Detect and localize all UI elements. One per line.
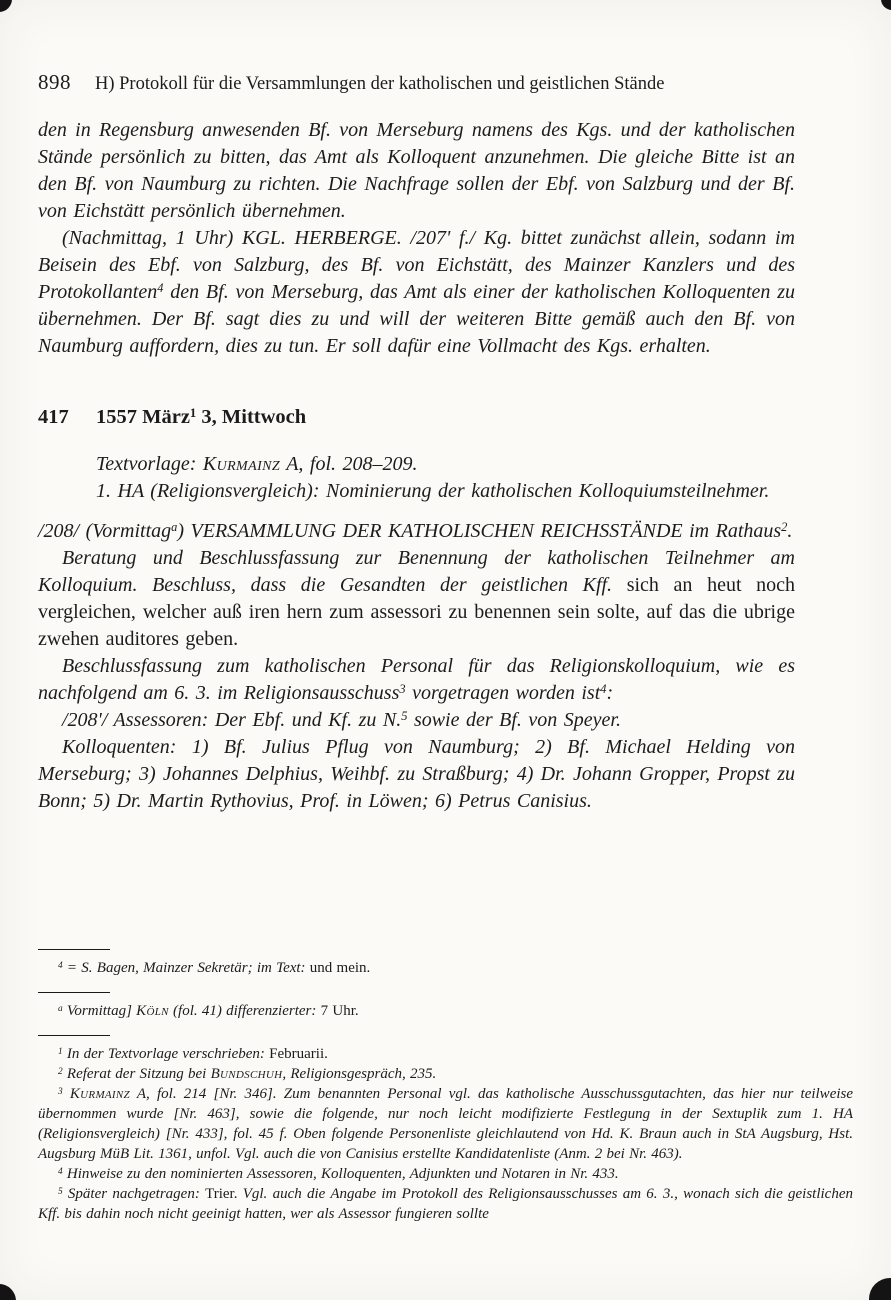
entry-paragraph-versammlung bbox=[38, 518, 853, 545]
text-segment: a bbox=[171, 520, 178, 535]
text-segment: /208'/ Assessoren: Der Ebf. und Kf. zu N. bbox=[62, 709, 402, 731]
footnotes-section bbox=[38, 935, 853, 1224]
scan-corner-mark bbox=[869, 1278, 891, 1300]
source-note-line bbox=[96, 451, 795, 478]
footnote bbox=[38, 1044, 853, 1064]
scan-corner-mark bbox=[0, 1284, 16, 1300]
text-segment: Vgl. auch die Angabe im Protokoll des Religionsausschusses am 6. 3., wonach sich die geistlichen Kff. bis dahin noch nicht geeinigt hatten, wer als Assessor fungieren sollte bbox=[38, 1186, 854, 1222]
text-segment: 7 Uhr. bbox=[320, 1003, 359, 1019]
text-segment: Referat der Sitzung bei bbox=[62, 1066, 211, 1082]
text-segment: = S. Bagen, Mainzer Sekretär; im Text: bbox=[62, 960, 310, 976]
text-segment: den Bf. von Merseburg, das Amt als einer der katholischen Kolloquenten zu übernehmen. Der Bf. sagt dies zu und will der weiteren Bitte gemäß auch den Bf. von Naumburg auffordern, dies zu tun. Er soll dafür eine Vollmacht des Kgs. erhalten. bbox=[38, 281, 795, 357]
text-segment: Kolloquenten: 1) Bf. Julius Pflug von Naumburg; 2) Bf. Michael Helding von Merseburg; 3) Johannes Delphius, Weihbf. zu Straßburg; 4) Dr. Johann Gropper, Propst zu Bonn; 5) Dr. Martin Rythovius, Prof. in Löwen; 6) Petrus Canisius. bbox=[38, 736, 795, 812]
text-segment: 4 bbox=[58, 1166, 63, 1177]
text-segment: 5 bbox=[58, 1186, 63, 1197]
text-segment: 1557 März bbox=[96, 406, 190, 428]
text-segment: 2 bbox=[58, 1066, 63, 1077]
footnote bbox=[38, 1184, 853, 1224]
text-segment: und mein. bbox=[309, 960, 371, 976]
text-segment: den in Regensburg anwesenden Bf. von Merseburg namens des Kgs. und der katholischen Stände persönlich zu bitten, das Amt als Kolloquent anzunehmen. Die gleiche Bitte ist an den Bf. von Naumburg zu richten. Die Nachfrage sollen der Ebf. von Salzburg und der Bf. von Eichstätt persönlich übernehmen. bbox=[38, 119, 795, 222]
text-segment: 3 bbox=[399, 682, 406, 697]
text-segment: sich an heut noch vergleichen, welcher auß iren hern zum assessori zu benennen sein solte, auf das die ubrige zwehen auditores geben. bbox=[38, 574, 796, 650]
entry-paragraph-kolloquenten bbox=[38, 734, 853, 815]
text-segment: 3 bbox=[58, 1086, 63, 1097]
entry-paragraph-beschlussfassung bbox=[38, 653, 853, 707]
text-segment: Beratung und Beschlussfassung zur Benennung der katholischen Teilnehmer am Kolloquium. Beschluss, dass die Gesandten der geistlichen Kff. bbox=[38, 547, 795, 596]
text-segment: 5 bbox=[401, 709, 408, 724]
text-segment: 4 bbox=[600, 682, 607, 697]
footnote-group-text-apparatus bbox=[38, 949, 853, 978]
footnote bbox=[38, 1064, 853, 1084]
text-segment: , Religionsgespräch, 235. bbox=[282, 1066, 437, 1082]
entry-paragraph-beratung bbox=[38, 545, 853, 653]
text-segment: Hinweise zu den nominierten Assessoren, Kolloquenten, Adjunkten und Notaren in Nr. 433. bbox=[62, 1166, 619, 1182]
text-segment: vorgetragen worden ist bbox=[405, 682, 601, 704]
entry-date-title bbox=[96, 406, 306, 429]
text-segment: Vormittag] bbox=[62, 1003, 137, 1019]
source-note-line bbox=[96, 478, 795, 505]
body-paragraph-nachmittag bbox=[38, 225, 853, 360]
text-segment: Textvorlage: bbox=[96, 453, 203, 475]
text-segment: Februarii. bbox=[269, 1046, 328, 1062]
footnote-separator-rule bbox=[38, 1035, 110, 1036]
body-paragraph-continuation bbox=[38, 117, 853, 225]
text-segment: sowie der Bf. von Speyer. bbox=[407, 709, 622, 731]
text-segment: 1 bbox=[189, 406, 197, 421]
footnote-group-variants bbox=[38, 992, 853, 1021]
footnote bbox=[38, 958, 853, 978]
running-header bbox=[38, 70, 853, 95]
text-segment: (fol. 41) differenzierter: bbox=[168, 1003, 321, 1019]
text-segment: Bundschuh bbox=[210, 1066, 283, 1082]
text-segment: ) VERSAMMLUNG DER KATHOLISCHEN REICHSSTÄNDE im Rathaus bbox=[177, 520, 782, 542]
text-segment: Köln bbox=[136, 1003, 169, 1019]
text-segment: A, fol. 208–209. bbox=[280, 453, 418, 475]
text-segment: In der Textvorlage verschrieben: bbox=[62, 1046, 270, 1062]
entry-number: 417 bbox=[38, 406, 69, 428]
footnote-group-commentary bbox=[38, 1035, 853, 1224]
text-segment bbox=[63, 1086, 70, 1102]
source-note-block bbox=[96, 451, 853, 505]
scan-corner-mark bbox=[0, 0, 12, 12]
text-segment: 4 bbox=[58, 960, 63, 971]
text-segment: Trier. bbox=[205, 1186, 238, 1202]
text-segment: a bbox=[58, 1003, 63, 1014]
entry-paragraph-assessoren bbox=[38, 707, 853, 734]
text-segment: Kurmainz bbox=[202, 453, 281, 475]
scan-corner-mark bbox=[881, 0, 891, 10]
page-number: 898 bbox=[38, 70, 71, 94]
footnote bbox=[38, 1001, 853, 1021]
page-content bbox=[38, 0, 854, 1222]
text-segment: 1. HA (Religionsvergleich): Nominierung der katholischen Kolloquiumsteilnehmer. bbox=[96, 480, 770, 502]
text-segment: 1 bbox=[58, 1046, 63, 1057]
footnote-separator-rule bbox=[38, 949, 110, 950]
footnote-separator-rule bbox=[38, 992, 110, 993]
footnote bbox=[38, 1164, 853, 1184]
text-segment: Kurmainz bbox=[69, 1086, 130, 1102]
running-header-text: H) Protokoll für die Versammlungen der katholischen und geistlichen Stände bbox=[95, 74, 665, 94]
text-segment: 3, Mittwoch bbox=[196, 406, 307, 428]
text-segment: 4 bbox=[157, 281, 164, 296]
text-segment: 2 bbox=[781, 520, 788, 535]
text-segment: (Nachmittag, 1 Uhr) KGL. HERBERGE. /207' f./ Kg. bittet zunächst allein, sodann im Beisein des Ebf. von Salzburg, des Bf. von Eichstätt, des Mainzer Kanzlers und des Protokollanten bbox=[38, 227, 795, 303]
text-segment: Später nachgetragen: bbox=[62, 1186, 206, 1202]
text-segment: A, fol. 214 [Nr. 346]. Zum benannten Personal vgl. das katholische Ausschussgutachten, das hier nur teilweise übernommen wurde [Nr. 463], sowie die folgende, nur noch leicht modifizierte Festlegung in der Sextuplik zum 1. HA (Religionsvergleich) [Nr. 433], fol. 45 f. Oben folgende Personenliste gleichlautend von Hd. K. Braun auch in StA Augsburg, Hst. Augsburg MüB Lit. 1361, unfol. Vgl. auch die von Canisius erstellte Kandidatenliste (Anm. 2 bei Nr. 463). bbox=[38, 1086, 854, 1162]
text-segment: . bbox=[787, 520, 793, 542]
text-segment: Beschlussfassung zum katholischen Personal für das Religionskolloquium, wie es nachfolgend am 6. 3. im Religionsausschuss bbox=[38, 655, 795, 704]
footnote bbox=[38, 1084, 853, 1164]
text-segment: /208/ (Vormittag bbox=[38, 520, 172, 542]
entry-heading bbox=[38, 406, 853, 429]
text-segment: : bbox=[606, 682, 614, 704]
